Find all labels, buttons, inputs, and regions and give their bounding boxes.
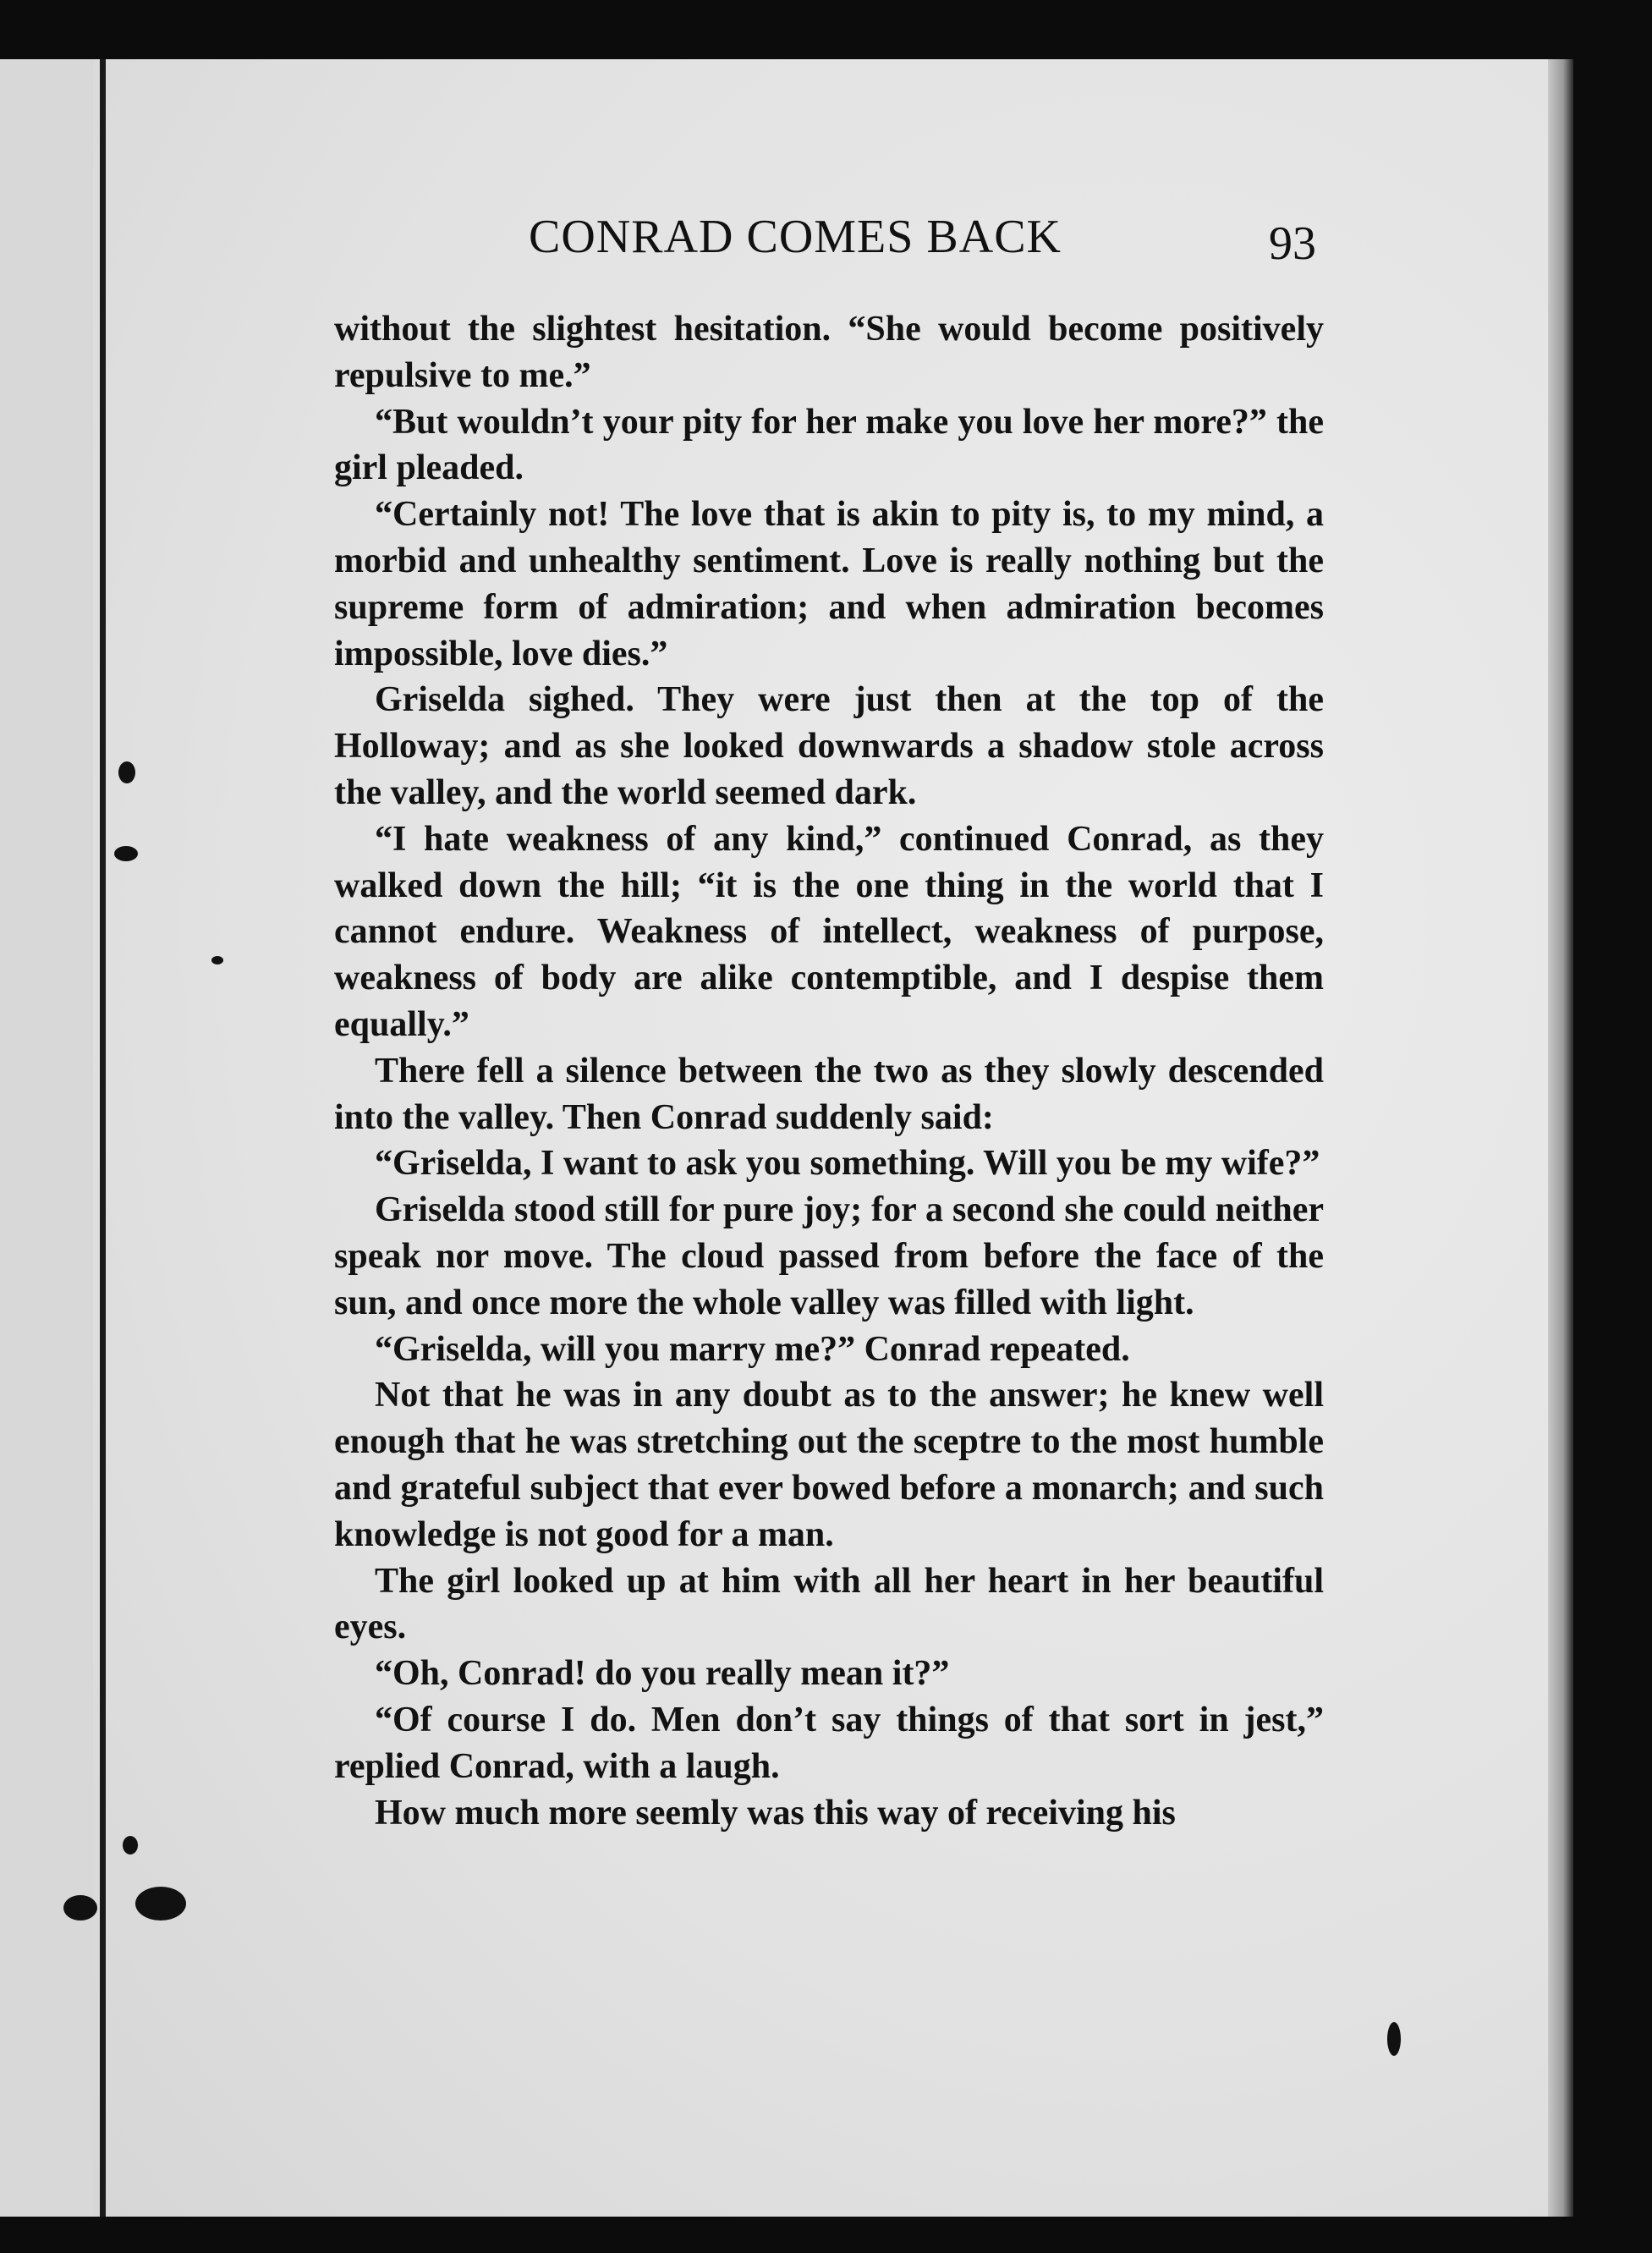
ink-speck [123, 1836, 138, 1855]
paragraph: Griselda sighed. They were just then at the top of the Holloway; and as she looked downwards a shadow stole across the valley, and the world seemed dark. [334, 680, 1324, 812]
paragraph: “Griselda, I want to ask you something. Will you be my wife?” [375, 1144, 1320, 1184]
chapter-title: CONRAD COMES BACK [529, 211, 1062, 263]
paragraph: How much more seemly was this way of receiving his [375, 1793, 1176, 1833]
paragraph: “But wouldn’t your pity for her make you love her more?” the girl pleaded. [334, 402, 1324, 488]
ink-speck [211, 956, 223, 964]
scan-border-bottom [0, 2217, 1652, 2253]
running-head [334, 210, 1349, 278]
paragraph: without the slightest hesitation. “She would become positively repulsive to me.” [334, 310, 1324, 395]
gutter-fold [100, 59, 106, 2225]
paragraph: “Oh, Conrad! do you really mean it?” [375, 1654, 950, 1694]
page-edge [1548, 34, 1573, 2217]
paragraph: The girl looked up at him with all her heart in her beautiful eyes. [334, 1561, 1324, 1647]
ink-speck [63, 1895, 97, 1921]
paragraph: “Certainly not! The love that is akin to pity is, to my mind, a morbid and unhealthy sentiment. Love is really nothing but the supreme form of admiration; and when admiration becomes impossible, love dies.” [334, 495, 1324, 673]
body-text [334, 306, 1324, 1836]
paragraph: Griselda stood still for pure joy; for a second she could neither speak nor move. The cloud passed from before the face of the sun, and once more the whole valley was filled with light. [334, 1190, 1324, 1322]
paragraph: There fell a silence between the two as they slowly descended into the valley. Then Conrad suddenly said: [334, 1051, 1324, 1137]
ink-speck [135, 1887, 186, 1921]
paragraph: “Griselda, will you marry me?” Conrad repeated. [375, 1329, 1130, 1369]
ink-speck [114, 846, 138, 861]
page-number: 93 [1269, 217, 1316, 270]
paragraph: “Of course I do. Men don’t say things of that sort in jest,” replied Conrad, with a laugh. [334, 1700, 1324, 1786]
scan-border-top [0, 0, 1652, 59]
paragraph: Not that he was in any doubt as to the answer; he knew well enough that he was stretching out the sceptre to the most humble and grateful subject that ever bowed before a monarch; and such knowledge is not good for a man. [334, 1376, 1324, 1554]
ink-speck [118, 761, 135, 783]
paragraph: “I hate weakness of any kind,” continued Conrad, as they walked down the hill; “it is the one thing in the world that I cannot endure. Weakness of intellect, weakness of purpose, weakness of body are alike contemptible, and I despise them equally.” [334, 819, 1324, 1044]
ink-speck [1387, 2022, 1401, 2056]
